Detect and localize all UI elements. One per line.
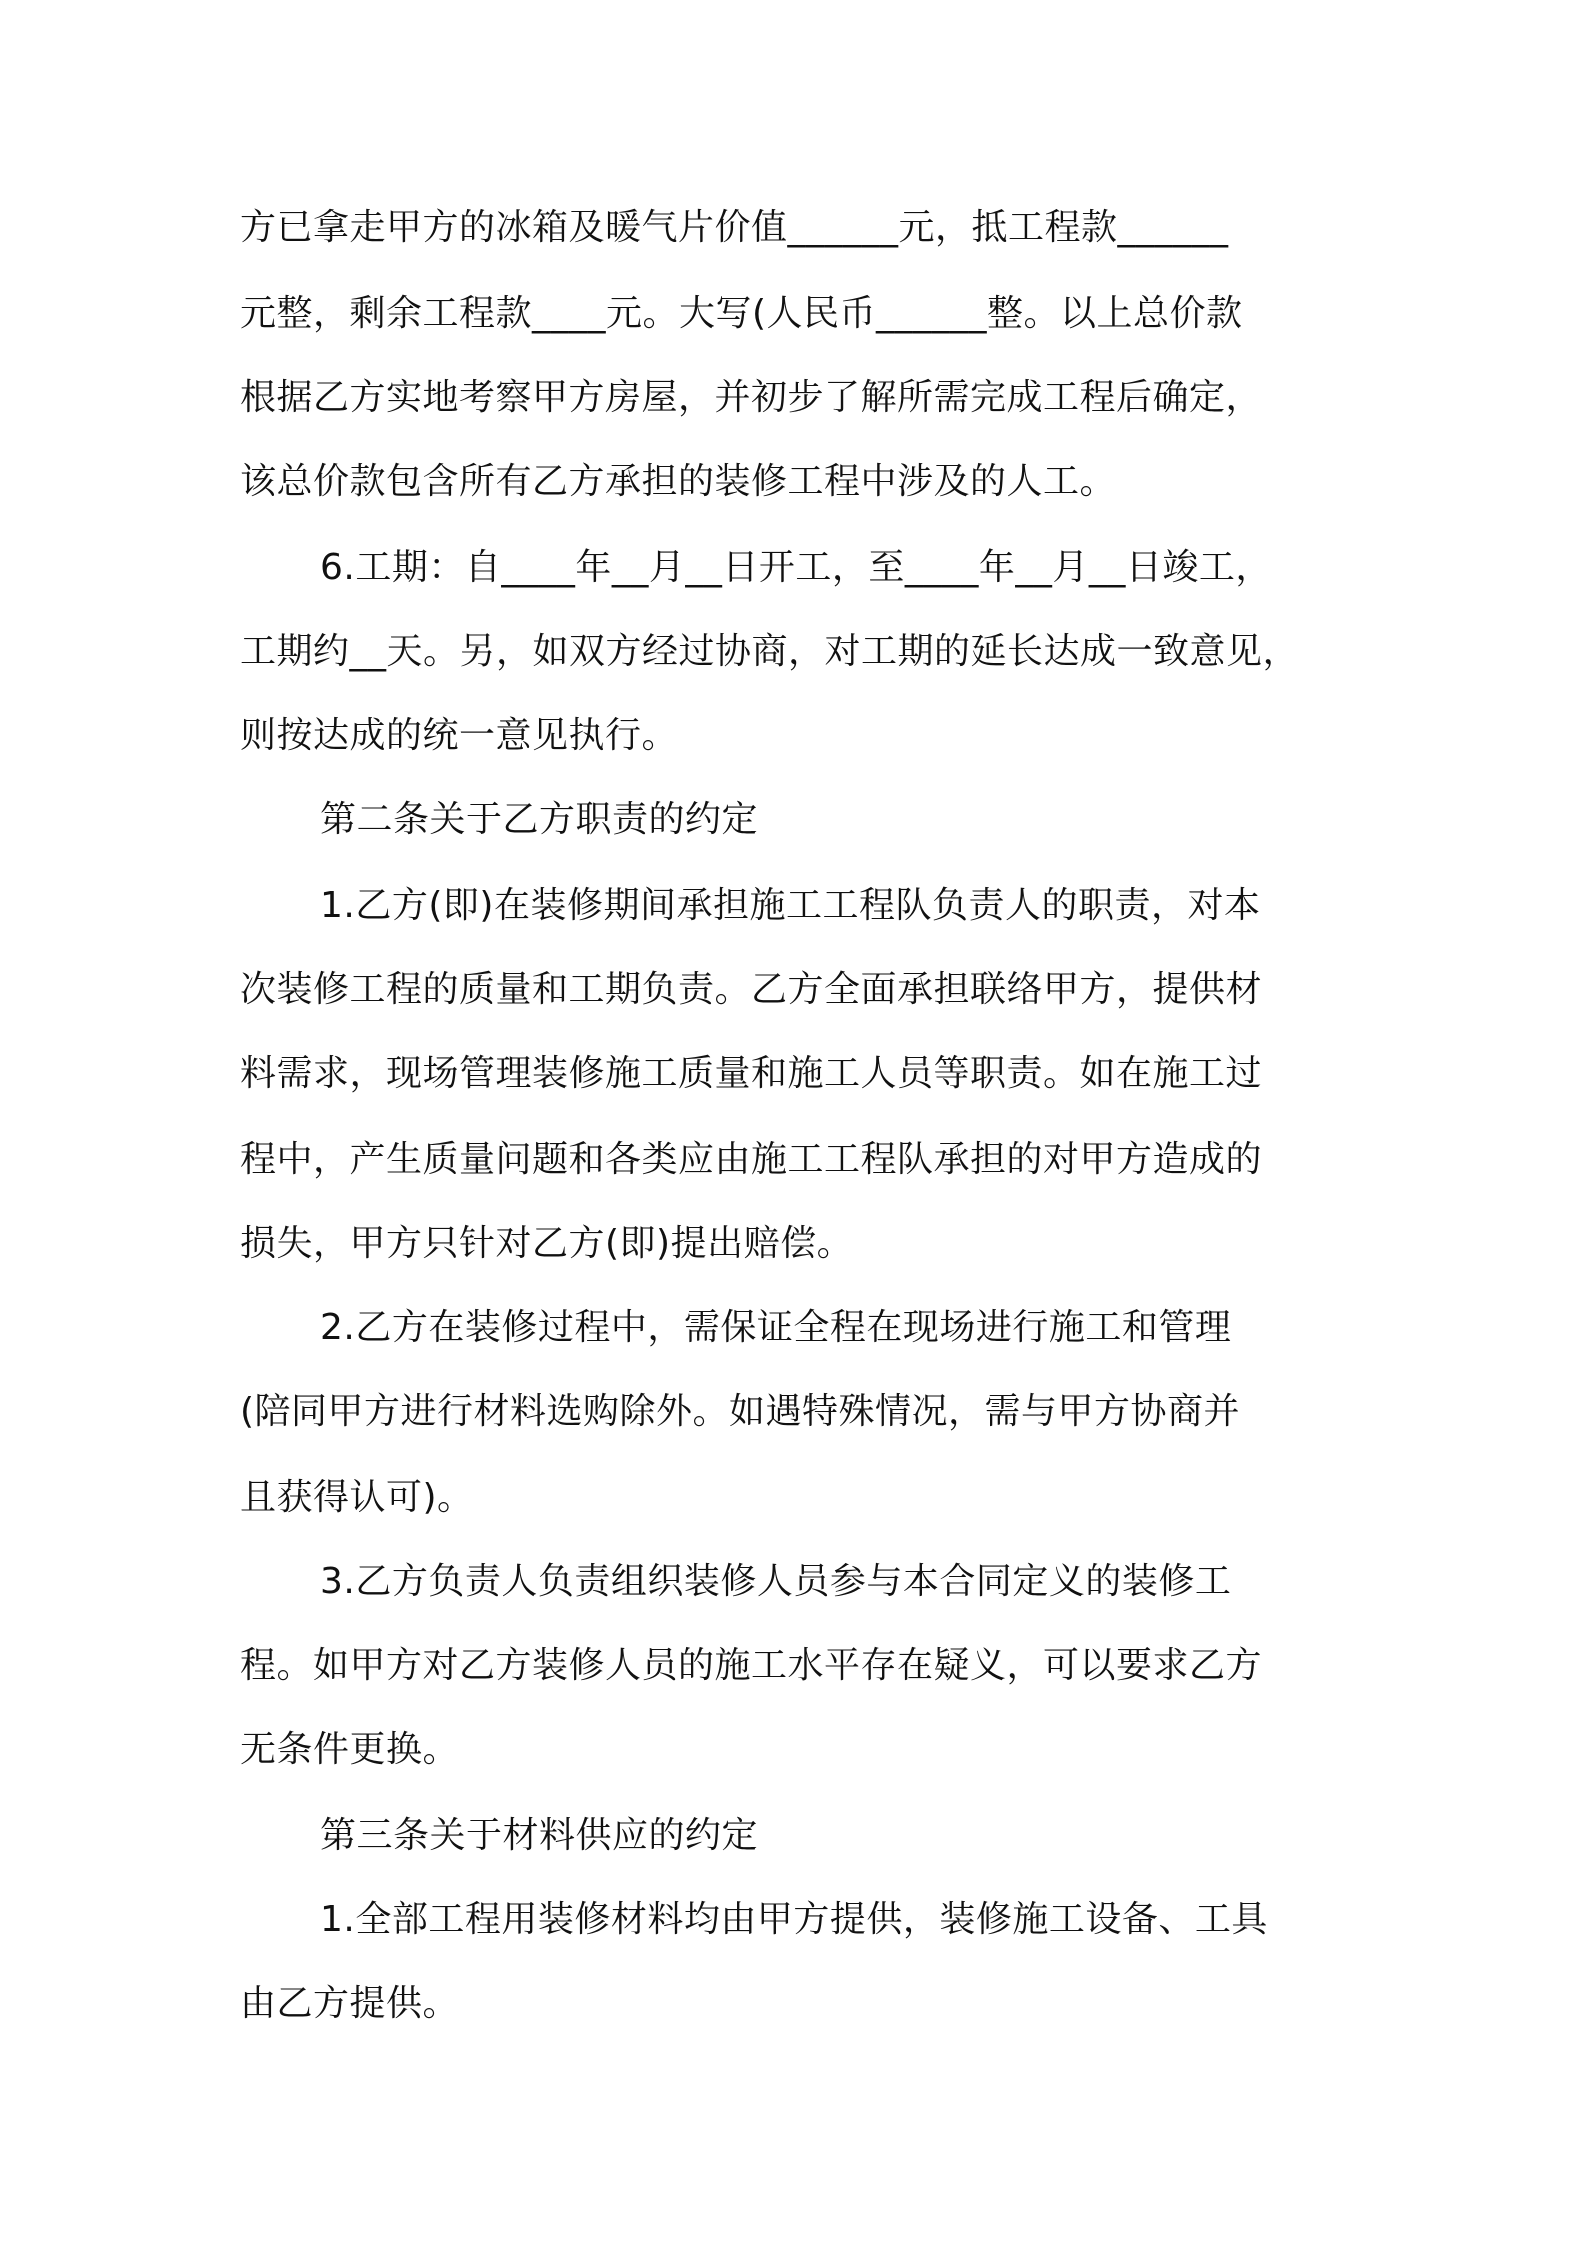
text-line: 该总价款包含所有乙方承担的装修工程中涉及的人工。 xyxy=(240,461,1117,502)
text-line: 损失，甲方只针对乙方(即)提出赔偿。 xyxy=(240,1223,854,1264)
text-line: 且获得认可)。 xyxy=(240,1477,474,1518)
text-line: 由乙方提供。 xyxy=(240,1983,460,2024)
clause-item-2-3: 3.乙方负责人负责组织装修人员参与本合同定义的装修工 xyxy=(320,1561,1232,1602)
text-line: 料需求，现场管理装修施工质量和施工人员等职责。如在施工过 xyxy=(240,1053,1263,1094)
text-line: 根据乙方实地考察甲方房屋，并初步了解所需完成工程后确定， xyxy=(240,377,1263,418)
section-heading-article-2: 第二条关于乙方职责的约定 xyxy=(320,799,759,840)
text-line: (陪同甲方进行材料选购除外。如遇特殊情况，需与甲方协商并 xyxy=(240,1391,1241,1432)
clause-item-2-1: 1.乙方(即)在装修期间承担施工工程队负责人的职责，对本 xyxy=(320,885,1261,926)
text-line: 工期约__天。另，如双方经过协商，对工期的延长达成一致意见， xyxy=(240,631,1300,672)
clause-item-3-1: 1.全部工程用装修材料均由甲方提供，装修施工设备、工具 xyxy=(320,1899,1268,1940)
clause-item-2-2: 2.乙方在装修过程中，需保证全程在现场进行施工和管理 xyxy=(320,1307,1232,1348)
text-line: 则按达成的统一意见执行。 xyxy=(240,715,679,756)
text-line: 次装修工程的质量和工期负责。乙方全面承担联络甲方，提供材 xyxy=(240,969,1263,1010)
text-line: 程中，产生质量问题和各类应由施工工程队承担的对甲方造成的 xyxy=(240,1139,1263,1180)
text-line: 元整，剩余工程款____元。大写(人民币______整。以上总价款 xyxy=(240,293,1243,334)
clause-item-duration: 6.工期：自____年__月__日开工，至____年__月__日竣工， xyxy=(320,547,1272,588)
text-line: 无条件更换。 xyxy=(240,1729,460,1770)
text-line: 程。如甲方对乙方装修人员的施工水平存在疑义，可以要求乙方 xyxy=(240,1645,1263,1686)
text-line: 方已拿走甲方的冰箱及暖气片价值______元，抵工程款______ xyxy=(240,207,1229,248)
section-heading-article-3: 第三条关于材料供应的约定 xyxy=(320,1815,759,1856)
